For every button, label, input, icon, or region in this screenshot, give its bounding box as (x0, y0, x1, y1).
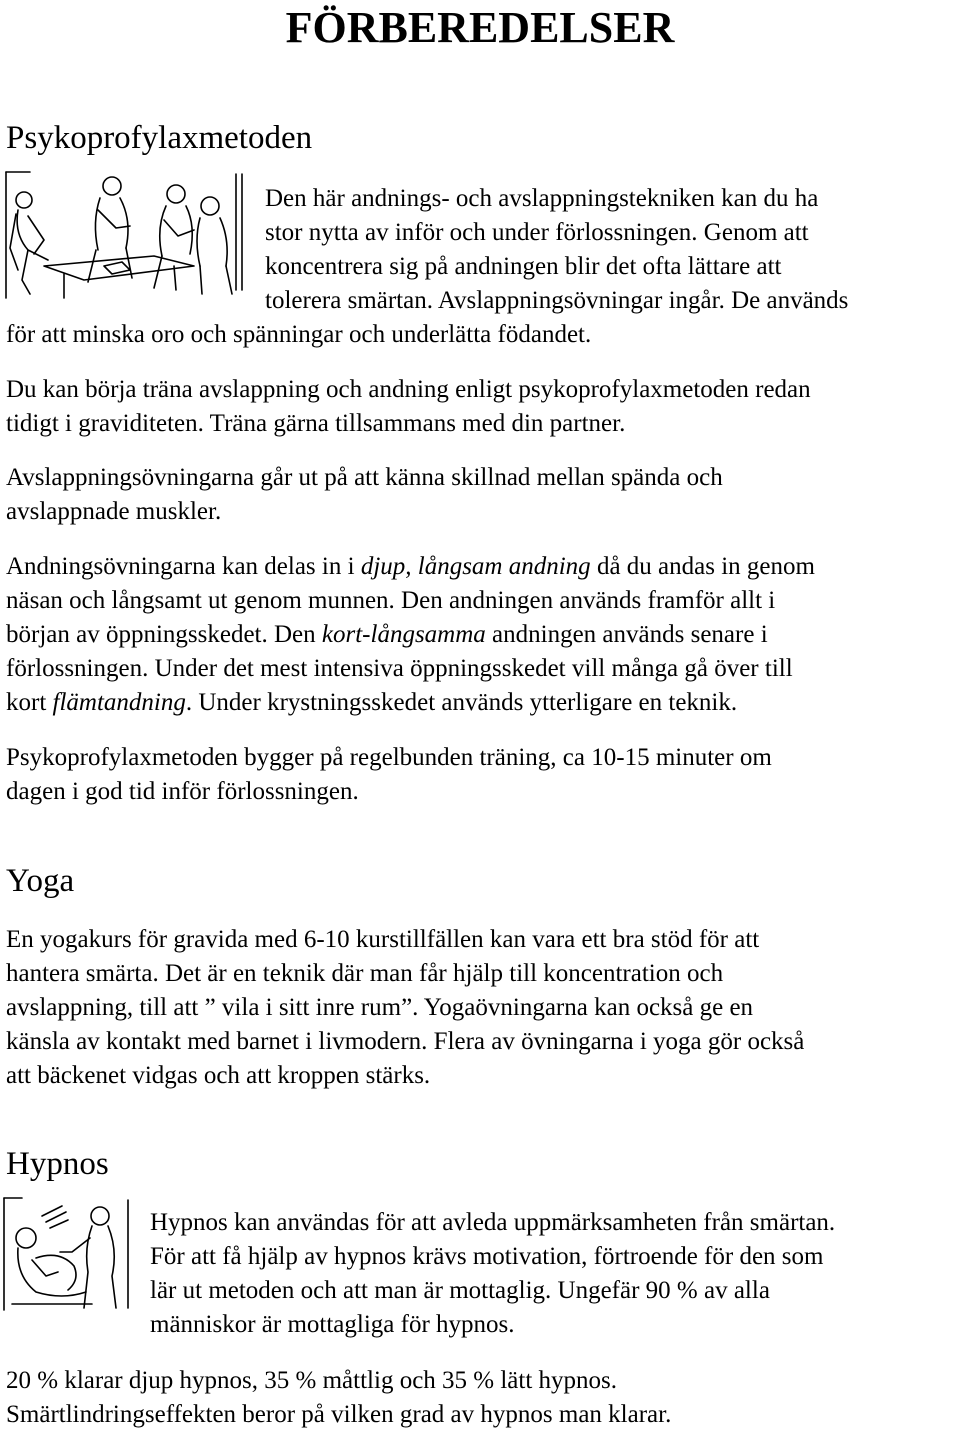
text-line (6, 550, 815, 584)
text-line: stor nytta av inför och under förlossningen. Genom att (265, 219, 809, 246)
text-run: då du andas in genom (590, 553, 815, 580)
yoga-paragraph (6, 923, 804, 1093)
psyko-paragraph-4 (6, 550, 815, 720)
text-line: människor är mottagliga för hypnos. (150, 1311, 515, 1338)
text-line: För att få hjälp av hypnos krävs motivation, förtroende för den som (150, 1243, 824, 1270)
text-line: koncentrera sig på andningen blir det ofta lättare att (265, 253, 782, 280)
text-line: avslappnade muskler. (6, 498, 222, 525)
hypnos-paragraph-2 (6, 1364, 671, 1432)
text-run: Andningsövningarna kan delas in i (6, 553, 361, 580)
text-line: avslappning, till att ” vila i sitt inre rum”. Yogaövningarna kan också ge en (6, 994, 754, 1021)
text-line: dagen i god tid inför förlossningen. (6, 778, 359, 805)
text-line: Smärtlindringseffekten beror på vilken grad av hypnos man klarar. (6, 1401, 672, 1428)
emphasis-text: kort-långsamma (321, 621, 486, 648)
hypnos-paragraph-1 (150, 1206, 835, 1342)
psyko-paragraph-3 (6, 461, 723, 529)
text-line: för att minska oro och spänningar och underlätta födandet. (6, 321, 592, 348)
text-line: känsla av kontakt med barnet i livmodern. Flera av övningarna i yoga gör också (6, 1028, 805, 1055)
text-line: tolerera smärtan. Avslappningsövningar ingår. De används (265, 287, 849, 314)
text-run: . Under krystningsskedet används ytterligare en teknik. (185, 689, 738, 716)
section-heading-yoga: Yoga (6, 863, 75, 899)
text-line (6, 686, 815, 720)
text-line: 20 % klarar djup hypnos, 35 % måttlig och 35 % lätt hypnos. (6, 1367, 618, 1394)
hypnosis-illustration (2, 1196, 132, 1312)
text-line: Psykoprofylaxmetoden bygger på regelbunden träning, ca 10-15 minuter om (6, 744, 772, 771)
text-line: Den här andnings- och avslappningstekniken kan du ha (265, 185, 819, 212)
text-line: hantera smärta. Det är en teknik där man får hjälp till koncentration och (6, 960, 724, 987)
text-line: förlossningen. Under det mest intensiva öppningsskedet vill många gå över till (6, 655, 793, 682)
hypnosis-icon (2, 1196, 132, 1312)
text-line (6, 618, 815, 652)
text-run: andningen används senare i (485, 621, 768, 648)
psyko-intro-paragraph (265, 182, 848, 318)
text-line: Avslappningsövningarna går ut på att känna skillnad mellan spända och (6, 464, 723, 491)
page-title-text: FÖRBEREDELSER (285, 3, 675, 52)
text-run: kort (6, 689, 53, 716)
psyko-paragraph-2 (6, 373, 811, 441)
text-line: att bäckenet vidgas och att kroppen stärks. (6, 1062, 431, 1089)
text-line: En yogakurs för gravida med 6-10 kurstillfällen kan vara ett bra stöd för att (6, 926, 760, 953)
group-class-icon (4, 170, 244, 302)
section-heading-psykoprofylax: Psykoprofylaxmetoden (6, 120, 313, 156)
text-line: tidigt i graviditeten. Träna gärna tillsammans med din partner. (6, 410, 626, 437)
page-title (0, 2, 960, 54)
group-class-illustration (4, 170, 244, 302)
text-run: början av öppningsskedet. Den (6, 621, 322, 648)
emphasis-text: djup, långsam andning (360, 553, 591, 580)
text-line: Hypnos kan användas för att avleda uppmärksamheten från smärtan. (150, 1209, 836, 1236)
section-heading-hypnos: Hypnos (6, 1146, 109, 1182)
psyko-paragraph-5 (6, 741, 772, 809)
text-line: näsan och långsamt ut genom munnen. Den andningen används framför allt i (6, 587, 776, 614)
text-line: lär ut metoden och att man är mottaglig. Ungefär 90 % av alla (150, 1277, 770, 1304)
emphasis-text: flämtandning (52, 689, 186, 716)
text-line: Du kan börja träna avslappning och andning enligt psykoprofylaxmetoden redan (6, 376, 811, 403)
